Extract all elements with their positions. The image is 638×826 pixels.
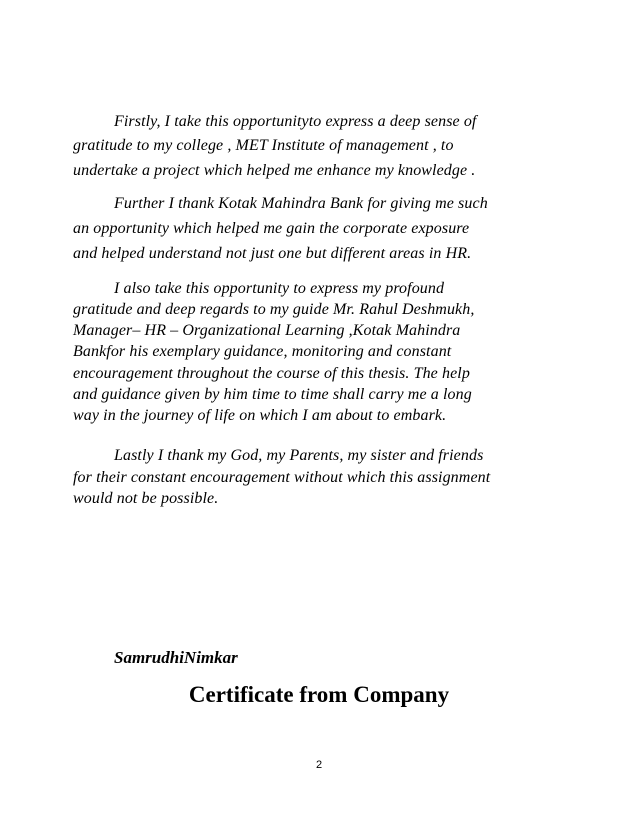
paragraph-line: Manager– HR – Organizational Learning ,Kotak Mahindra: [73, 322, 461, 339]
paragraph-line: would not be possible.: [73, 490, 219, 507]
paragraph-line: Firstly, I take this opportunityto express a deep sense of: [114, 113, 477, 130]
paragraph-line: gratitude to my college , MET Institute of management , to: [73, 137, 454, 154]
paragraph-line: I also take this opportunity to express my profound: [114, 280, 445, 297]
paragraph-line: Bankfor his exemplary guidance, monitoring and constant: [73, 343, 452, 360]
section-heading: [0, 682, 638, 708]
paragraph-line: undertake a project which helped me enhance my knowledge .: [73, 162, 476, 179]
page-number: 2: [315, 759, 323, 771]
paragraph-line: encouragement throughout the course of this thesis. The help: [73, 365, 470, 382]
paragraph-line: and guidance given by him time to time shall carry me a long: [73, 386, 472, 403]
paragraph-line: way in the journey of life on which I am about to embark.: [73, 407, 447, 424]
paragraph-line: and helped understand not just one but different areas in HR.: [73, 245, 472, 262]
paragraph-line: Further I thank Kotak Mahindra Bank for giving me such: [114, 195, 488, 212]
paragraph-line: for their constant encouragement without which this assignment: [73, 469, 491, 486]
signature-name: SamrudhiNimkar: [114, 648, 238, 667]
paragraph-line: Lastly I thank my God, my Parents, my sister and friends: [114, 447, 484, 464]
paragraph-line: gratitude and deep regards to my guide Mr. Rahul Deshmukh,: [73, 301, 475, 318]
paragraph-line: an opportunity which helped me gain the corporate exposure: [73, 220, 470, 237]
section-heading-text: Certificate from Company: [188, 682, 450, 707]
